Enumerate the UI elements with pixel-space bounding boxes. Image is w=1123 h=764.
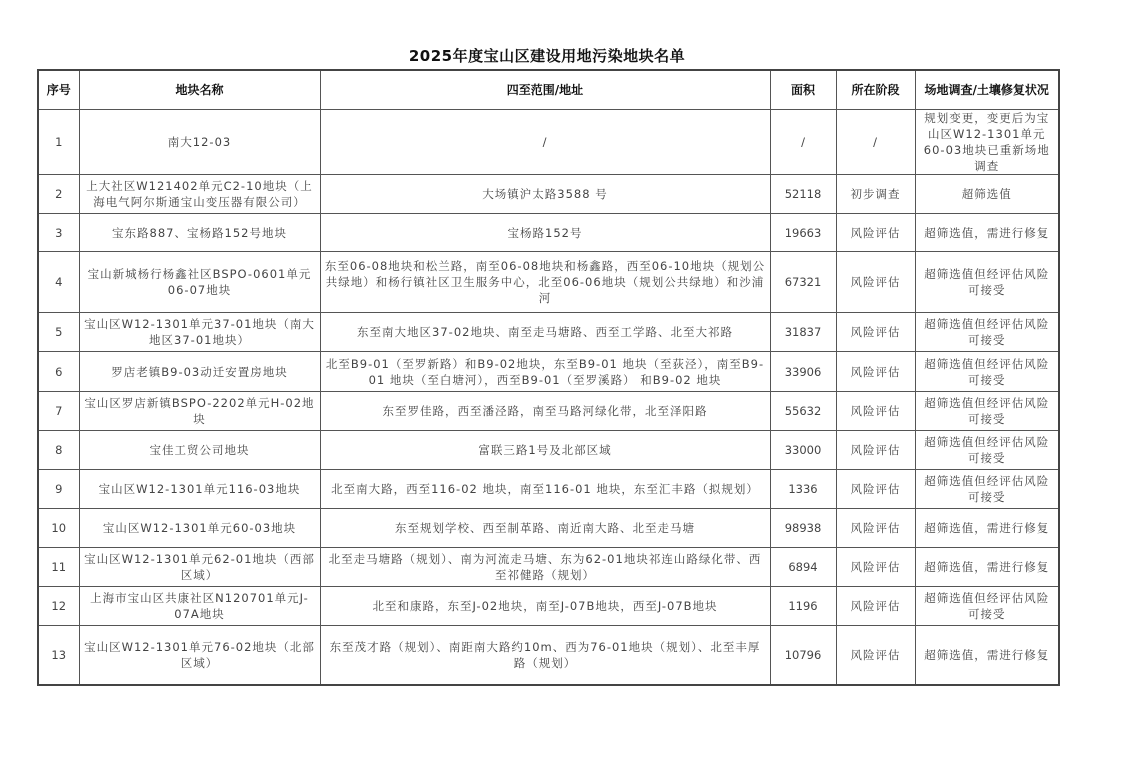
cell-stage: 风险评估 [836, 431, 915, 470]
cell-stage: 风险评估 [836, 252, 915, 313]
cell-status: 超筛选值，需进行修复 [915, 214, 1059, 252]
cell-site-name: 宝东路887、宝杨路152号地块 [79, 214, 320, 252]
cell-stage: 风险评估 [836, 392, 915, 431]
cell-status: 规划变更，变更后为宝山区W12-1301单元60-03地块已重新场地调查 [915, 110, 1059, 175]
cell-site-name: 上海市宝山区共康社区N120701单元J-07A地块 [79, 587, 320, 626]
cell-area: 55632 [770, 392, 836, 431]
cell-serial-no: 13 [38, 626, 79, 685]
cell-area: 33000 [770, 431, 836, 470]
cell-boundary-address: 大场镇沪太路3588 号 [320, 175, 770, 214]
cell-area: 19663 [770, 214, 836, 252]
table-row [38, 470, 1059, 509]
cell-boundary-address: / [320, 110, 770, 175]
cell-stage: 风险评估 [836, 626, 915, 685]
cell-area: 6894 [770, 548, 836, 587]
cell-status: 超筛选值 [915, 175, 1059, 214]
cell-status: 超筛选值但经评估风险可接受 [915, 587, 1059, 626]
cell-boundary-address: 北至B9-01（至罗新路）和B9-02地块，东至B9-01 地块（至荻泾），南至B9-01 地块（至白塘河），西至B9-01（至罗溪路） 和B9-02 地块 [320, 352, 770, 392]
cell-boundary-address: 东至南大地区37-02地块、南至走马塘路、西至工学路、北至大祁路 [320, 313, 770, 352]
cell-site-name: 南大12-03 [79, 110, 320, 175]
table-row [38, 313, 1059, 352]
cell-stage: 风险评估 [836, 509, 915, 548]
header-serial-no: 序号 [38, 70, 79, 110]
cell-status: 超筛选值但经评估风险可接受 [915, 352, 1059, 392]
cell-serial-no: 10 [38, 509, 79, 548]
cell-boundary-address: 东至茂才路（规划）、南距南大路约10m、西为76-01地块（规划）、北至丰厚路（规划） [320, 626, 770, 685]
cell-boundary-address: 富联三路1号及北部区域 [320, 431, 770, 470]
table-row [38, 509, 1059, 548]
cell-status: 超筛选值，需进行修复 [915, 509, 1059, 548]
cell-status: 超筛选值但经评估风险可接受 [915, 392, 1059, 431]
cell-status: 超筛选值，需进行修复 [915, 626, 1059, 685]
table-row [38, 626, 1059, 685]
cell-stage: 风险评估 [836, 470, 915, 509]
cell-site-name: 宝山区W12-1301单元60-03地块 [79, 509, 320, 548]
cell-area: 1336 [770, 470, 836, 509]
cell-area: 52118 [770, 175, 836, 214]
cell-serial-no: 5 [38, 313, 79, 352]
table-row [38, 214, 1059, 252]
cell-site-name: 宝山区W12-1301单元62-01地块（西部区域） [79, 548, 320, 587]
cell-site-name: 宝山区W12-1301单元116-03地块 [79, 470, 320, 509]
cell-status: 超筛选值但经评估风险可接受 [915, 470, 1059, 509]
table-row [38, 110, 1059, 175]
cell-stage: / [836, 110, 915, 175]
cell-site-name: 上大社区W121402单元C2-10地块（上海电气阿尔斯通宝山变压器有限公司） [79, 175, 320, 214]
cell-area: 98938 [770, 509, 836, 548]
cell-area: 31837 [770, 313, 836, 352]
cell-stage: 初步调查 [836, 175, 915, 214]
header-area: 面积 [770, 70, 836, 110]
cell-boundary-address: 北至走马塘路（规划）、南为河流走马塘、东为62-01地块祁连山路绿化带、西至祁健路（规划） [320, 548, 770, 587]
cell-serial-no: 6 [38, 352, 79, 392]
cell-site-name: 宝山区W12-1301单元76-02地块（北部区域） [79, 626, 320, 685]
cell-serial-no: 11 [38, 548, 79, 587]
cell-serial-no: 1 [38, 110, 79, 175]
cell-stage: 风险评估 [836, 587, 915, 626]
cell-serial-no: 12 [38, 587, 79, 626]
header-boundary-address: 四至范围/地址 [320, 70, 770, 110]
table-row [38, 175, 1059, 214]
contaminated-sites-table [37, 69, 1060, 686]
header-site-name: 地块名称 [79, 70, 320, 110]
cell-stage: 风险评估 [836, 214, 915, 252]
cell-status: 超筛选值但经评估风险可接受 [915, 252, 1059, 313]
document-title: 2025年度宝山区建设用地污染地块名单 [408, 47, 686, 65]
cell-site-name: 宝山区W12-1301单元37-01地块（南大地区37-01地块） [79, 313, 320, 352]
cell-area: 33906 [770, 352, 836, 392]
cell-boundary-address: 东至罗佳路，西至潘泾路，南至马路河绿化带，北至泽阳路 [320, 392, 770, 431]
table-header-row [38, 70, 1059, 110]
cell-area: 10796 [770, 626, 836, 685]
cell-site-name: 罗店老镇B9-03动迁安置房地块 [79, 352, 320, 392]
cell-boundary-address: 东至规划学校、西至制革路、南近南大路、北至走马塘 [320, 509, 770, 548]
table-row [38, 587, 1059, 626]
cell-site-name: 宝山区罗店新镇BSPO-2202单元H-02地块 [79, 392, 320, 431]
header-status: 场地调查/土壤修复状况 [915, 70, 1059, 110]
cell-stage: 风险评估 [836, 352, 915, 392]
cell-stage: 风险评估 [836, 313, 915, 352]
cell-boundary-address: 东至06-08地块和松兰路，南至06-08地块和杨鑫路，西至06-10地块（规划公共绿地）和杨行镇社区卫生服务中心，北至06-06地块（规划公共绿地）和沙浦河 [320, 252, 770, 313]
table-row [38, 548, 1059, 587]
cell-serial-no: 7 [38, 392, 79, 431]
cell-stage: 风险评估 [836, 548, 915, 587]
cell-area: 1196 [770, 587, 836, 626]
cell-serial-no: 9 [38, 470, 79, 509]
header-stage: 所在阶段 [836, 70, 915, 110]
cell-status: 超筛选值但经评估风险可接受 [915, 313, 1059, 352]
table-row [38, 392, 1059, 431]
cell-area: 67321 [770, 252, 836, 313]
table-row [38, 352, 1059, 392]
cell-area: / [770, 110, 836, 175]
cell-serial-no: 4 [38, 252, 79, 313]
cell-site-name: 宝山新城杨行杨鑫社区BSPO-0601单元06-07地块 [79, 252, 320, 313]
cell-boundary-address: 宝杨路152号 [320, 214, 770, 252]
cell-boundary-address: 北至南大路，西至116-02 地块，南至116-01 地块，东至汇丰路（拟规划） [320, 470, 770, 509]
cell-site-name: 宝佳工贸公司地块 [79, 431, 320, 470]
table-row [38, 252, 1059, 313]
cell-status: 超筛选值但经评估风险可接受 [915, 431, 1059, 470]
cell-status: 超筛选值，需进行修复 [915, 548, 1059, 587]
cell-serial-no: 8 [38, 431, 79, 470]
table-row [38, 431, 1059, 470]
cell-boundary-address: 北至和康路，东至J-02地块，南至J-07B地块，西至J-07B地块 [320, 587, 770, 626]
cell-serial-no: 2 [38, 175, 79, 214]
cell-serial-no: 3 [38, 214, 79, 252]
